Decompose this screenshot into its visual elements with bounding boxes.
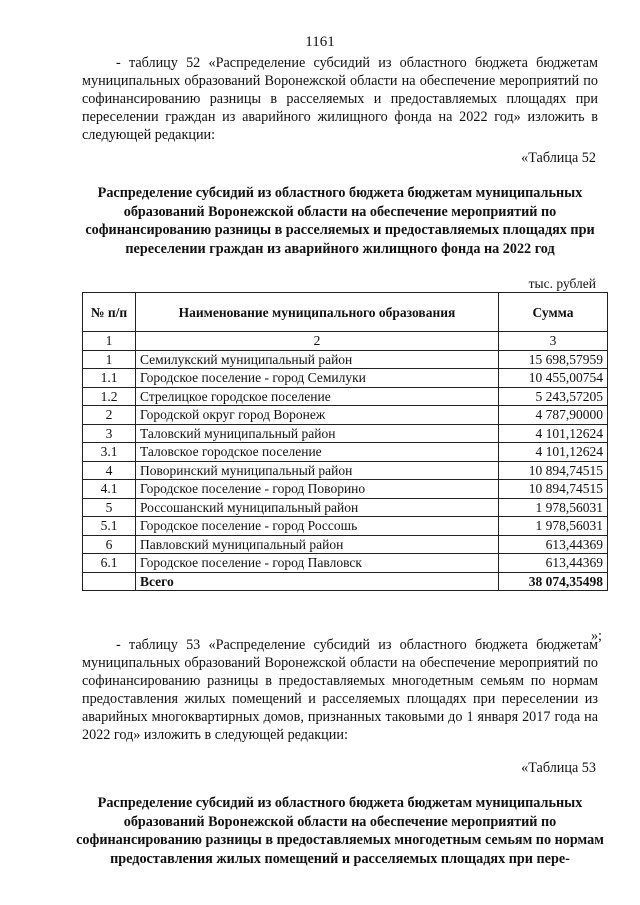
row-sum: 15 698,57959: [499, 350, 608, 369]
index-num: 1: [83, 332, 136, 351]
row-sum: 10 455,00754: [499, 369, 608, 388]
intro-table-52-text: - таблицу 52 «Распределение субсидий из областного бюджета бюджетам муниципальных образований Воронежской области на обеспечение мероприятий по софинансированию разницы в расселяемых и предоставляемых площадях при переселении граждан из аварийного жилищного фонда на 2022 год» изложить в следующей редакции:: [82, 55, 598, 144]
index-name: 2: [136, 332, 499, 351]
row-name: Городское поселение - город Семилуки: [136, 369, 499, 388]
table-row: [83, 480, 608, 499]
intro-table-52: [82, 54, 598, 144]
row-num: 5.1: [83, 517, 136, 536]
row-num: 4.1: [83, 480, 136, 499]
row-sum: 1 978,56031: [499, 498, 608, 517]
row-sum: 4 101,12624: [499, 443, 608, 462]
table-row: [83, 554, 608, 573]
table-index-row: [83, 332, 608, 351]
row-num: 3: [83, 424, 136, 443]
row-name: Таловское городское поселение: [136, 443, 499, 462]
table-row: [83, 369, 608, 388]
row-sum: 613,44369: [499, 554, 608, 573]
table-total-row: [83, 572, 608, 591]
row-sum: 10 894,74515: [499, 480, 608, 499]
row-sum: 613,44369: [499, 535, 608, 554]
row-name: Таловский муниципальный район: [136, 424, 499, 443]
row-name: Городское поселение - город Поворино: [136, 480, 499, 499]
table-row: [83, 424, 608, 443]
table-row: [83, 387, 608, 406]
row-num: 4: [83, 461, 136, 480]
header-num: № п/п: [83, 293, 136, 332]
row-num: 5: [83, 498, 136, 517]
row-name: Стрелицкое городское поселение: [136, 387, 499, 406]
units-label: тыс. рублей: [528, 276, 596, 291]
intro-table-53-text: - таблицу 53 «Распределение субсидий из областного бюджета бюджетам муниципальных образований Воронежской области на обеспечение мероприятий по софинансированию разницы в предоставляемых многодетным семьям по нормам предоставления жилых помещений и расселяемых площадях при переселении из аварийных многоквартирных домов, признанных таковыми до 1 января 2017 года на 2022 год» изложить в следующей редакции:: [82, 637, 598, 744]
table-row: [83, 517, 608, 536]
row-num: 1.2: [83, 387, 136, 406]
row-num: 1.1: [83, 369, 136, 388]
table-header-row: [83, 293, 608, 332]
table-row: [83, 535, 608, 554]
total-sum: 38 074,35498: [499, 572, 608, 591]
row-sum: 1 978,56031: [499, 517, 608, 536]
row-num: 6: [83, 535, 136, 554]
table-row: [83, 350, 608, 369]
row-name: Семилукский муниципальный район: [136, 350, 499, 369]
table-53-title: Распределение субсидий из областного бюджета бюджетам муниципальных образований Воронежской области на обеспечение мероприятий по софинансированию разницы в предоставляемых многодетным семьям по нормам предоставления жилых помещений и расселяемых площадях при пере-: [76, 795, 604, 867]
row-name: Поворинский муниципальный район: [136, 461, 499, 480]
table-row: [83, 406, 608, 425]
row-name: Россошанский муниципальный район: [136, 498, 499, 517]
header-sum: Сумма: [499, 293, 608, 332]
row-num: 2: [83, 406, 136, 425]
table-row: [83, 461, 608, 480]
table-52-title: Распределение субсидий из областного бюджета бюджетам муниципальных образований Воронежской области на обеспечение мероприятий по софинансированию разницы в расселяемых и предоставляемых площадях при переселении граждан из аварийного жилищного фонда на 2022 год: [85, 185, 595, 257]
table-53-label: «Таблица 53: [521, 760, 596, 776]
row-num: 3.1: [83, 443, 136, 462]
row-sum: 10 894,74515: [499, 461, 608, 480]
subsidy-table: [82, 292, 608, 591]
page-number: 1161: [305, 34, 335, 50]
row-name: Городское поселение - город Россошь: [136, 517, 499, 536]
row-sum: 4 787,90000: [499, 406, 608, 425]
index-sum: 3: [499, 332, 608, 351]
header-name: Наименование муниципального образования: [136, 293, 499, 332]
row-sum: 5 243,57205: [499, 387, 608, 406]
table-52-close-quote: »;: [590, 628, 602, 644]
row-sum: 4 101,12624: [499, 424, 608, 443]
row-num: 1: [83, 350, 136, 369]
row-num: 6.1: [83, 554, 136, 573]
row-name: Городской округ город Воронеж: [136, 406, 499, 425]
table-52-label: «Таблица 52: [521, 150, 596, 166]
table-row: [83, 498, 608, 517]
intro-table-53: [82, 636, 598, 744]
row-name: Павловский муниципальный район: [136, 535, 499, 554]
total-num: [83, 572, 136, 591]
total-name: Всего: [136, 572, 499, 591]
row-name: Городское поселение - город Павловск: [136, 554, 499, 573]
table-row: [83, 443, 608, 462]
